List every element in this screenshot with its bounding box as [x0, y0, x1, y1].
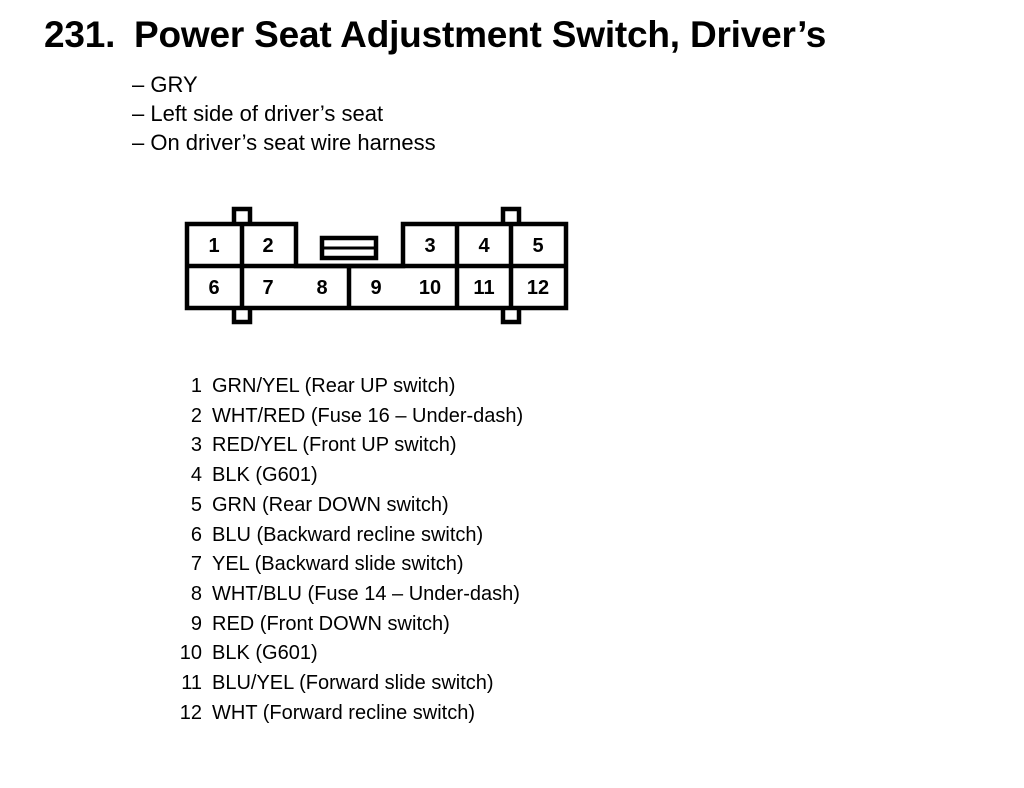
pin-description: WHT (Forward recline switch): [212, 701, 475, 724]
pin-number: 2: [190, 404, 202, 427]
cavity-label-9: 9: [370, 277, 382, 299]
pin-row: [166, 461, 523, 491]
cavity-label-12: 12: [526, 277, 550, 299]
pin-number: 1: [190, 375, 202, 397]
cavity-label-7: 7: [262, 277, 274, 299]
pin-row: [166, 610, 523, 640]
pin-row: [166, 372, 523, 402]
pin-number: 3: [190, 434, 202, 457]
pin-number: 5: [190, 493, 202, 516]
pin-row: [166, 669, 523, 699]
pin-description: BLK (G601): [212, 464, 318, 487]
pin-description: YEL (Backward slide switch): [212, 553, 464, 576]
pin-number: 12: [179, 701, 202, 724]
pin-description: RED (Front DOWN switch): [212, 612, 450, 635]
pin-description: RED/YEL (Front UP switch): [212, 434, 457, 457]
pin-row: [166, 491, 523, 521]
title-number: 231.: [44, 14, 116, 55]
pin-row: [166, 639, 523, 669]
pin-number: 4: [190, 464, 202, 487]
cavity-label-11: 11: [473, 277, 495, 299]
pin-description: BLU/YEL (Forward slide switch): [212, 672, 494, 695]
pin-row: [166, 402, 523, 432]
pin-row: [166, 580, 523, 610]
cavity-label-2: 2: [262, 235, 274, 257]
pin-description: BLK (G601): [212, 642, 318, 665]
pin-description: WHT/RED (Fuse 16 – Under-dash): [212, 404, 524, 427]
pin-number: 10: [179, 642, 202, 665]
pin-description: GRN (Rear DOWN switch): [212, 493, 449, 516]
cavity-label-10: 10: [418, 277, 442, 299]
pin-row: [166, 521, 523, 551]
pin-list: [166, 372, 523, 728]
connector-color: – GRY: [132, 72, 198, 97]
pin-number: 11: [181, 672, 202, 695]
pin-number: 6: [190, 523, 202, 546]
cavity-label-6: 6: [208, 277, 220, 299]
title-text: Power Seat Adjustment Switch, Driver’s: [134, 14, 827, 55]
cavity-label-1: 1: [208, 235, 220, 257]
pin-number: 8: [190, 582, 202, 605]
pin-description: BLU (Backward recline switch): [212, 523, 484, 546]
pin-row: [166, 431, 523, 461]
pin-description: WHT/BLU (Fuse 14 – Under-dash): [212, 582, 520, 605]
cavity-label-3: 3: [424, 235, 436, 257]
pin-number: 9: [190, 612, 202, 635]
pin-row: [166, 699, 523, 729]
connector-location: – Left side of driver’s seat: [132, 101, 384, 126]
connector-harness: – On driver’s seat wire harness: [132, 130, 436, 155]
pin-description: GRN/YEL (Rear UP switch): [212, 375, 456, 397]
pin-row: [166, 550, 523, 580]
cavity-label-8: 8: [316, 277, 328, 299]
cavity-label-5: 5: [532, 235, 544, 257]
pin-number: 7: [190, 553, 202, 576]
cavity-label-4: 4: [478, 235, 490, 257]
